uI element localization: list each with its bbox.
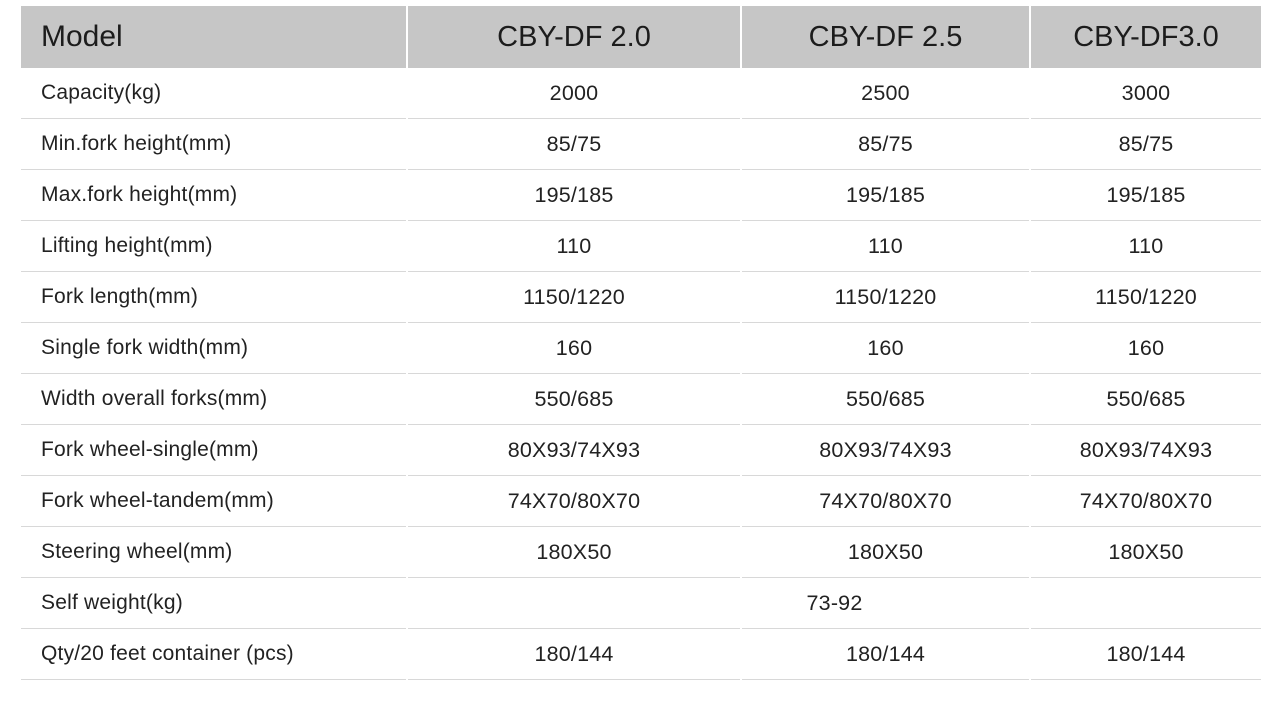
- row-value: 1150/1220: [741, 272, 1030, 323]
- table-row: [21, 629, 1261, 680]
- row-value: 180X50: [407, 527, 741, 578]
- row-value: 180X50: [741, 527, 1030, 578]
- table-row: [21, 527, 1261, 578]
- row-value: 74X70/80X70: [407, 476, 741, 527]
- row-value: 85/75: [1030, 119, 1261, 170]
- row-value: 80X93/74X93: [1030, 425, 1261, 476]
- row-value: 550/685: [407, 374, 741, 425]
- table-row: [21, 170, 1261, 221]
- row-value: 2500: [741, 68, 1030, 119]
- column-header-model-2: CBY-DF 2.5: [741, 6, 1030, 68]
- table-header: [21, 6, 1261, 68]
- row-value: 80X93/74X93: [741, 425, 1030, 476]
- row-value: 110: [1030, 221, 1261, 272]
- column-header-model: Model: [21, 6, 407, 68]
- table-header-row: [21, 6, 1261, 68]
- row-value: 180/144: [741, 629, 1030, 680]
- row-value: 180X50: [1030, 527, 1261, 578]
- row-label: Fork length(mm): [21, 272, 407, 323]
- row-value: 110: [741, 221, 1030, 272]
- row-value: 74X70/80X70: [1030, 476, 1261, 527]
- row-value: 180/144: [407, 629, 741, 680]
- row-label: Min.fork height(mm): [21, 119, 407, 170]
- row-value: 160: [741, 323, 1030, 374]
- table-body: [21, 68, 1261, 680]
- table-row: [21, 119, 1261, 170]
- row-value: 85/75: [741, 119, 1030, 170]
- row-value: 1150/1220: [1030, 272, 1261, 323]
- row-value: 550/685: [1030, 374, 1261, 425]
- row-value: 74X70/80X70: [741, 476, 1030, 527]
- row-label: Qty/20 feet container (pcs): [21, 629, 407, 680]
- table-row: [21, 221, 1261, 272]
- row-label: Steering wheel(mm): [21, 527, 407, 578]
- row-value: 160: [407, 323, 741, 374]
- specification-table: [21, 6, 1261, 680]
- table-row: [21, 374, 1261, 425]
- table-row: [21, 578, 1261, 629]
- row-value: 550/685: [741, 374, 1030, 425]
- row-label: Fork wheel-tandem(mm): [21, 476, 407, 527]
- column-header-model-3: CBY-DF3.0: [1030, 6, 1261, 68]
- row-value: 85/75: [407, 119, 741, 170]
- row-value: 110: [407, 221, 741, 272]
- row-label: Capacity(kg): [21, 68, 407, 119]
- row-value: 195/185: [741, 170, 1030, 221]
- row-value: 160: [1030, 323, 1261, 374]
- row-value: 195/185: [1030, 170, 1261, 221]
- table-row: [21, 68, 1261, 119]
- row-value: 3000: [1030, 68, 1261, 119]
- table-row: [21, 272, 1261, 323]
- row-label: Max.fork height(mm): [21, 170, 407, 221]
- row-value: 1150/1220: [407, 272, 741, 323]
- row-value: 195/185: [407, 170, 741, 221]
- row-label: Single fork width(mm): [21, 323, 407, 374]
- row-value: 180/144: [1030, 629, 1261, 680]
- row-value: 80X93/74X93: [407, 425, 741, 476]
- table-row: [21, 425, 1261, 476]
- row-label: Fork wheel-single(mm): [21, 425, 407, 476]
- row-value: 2000: [407, 68, 741, 119]
- table-row: [21, 323, 1261, 374]
- row-label: Width overall forks(mm): [21, 374, 407, 425]
- row-label: Self weight(kg): [21, 578, 407, 629]
- row-value-merged: 73-92: [407, 578, 1261, 629]
- column-header-model-1: CBY-DF 2.0: [407, 6, 741, 68]
- table-row: [21, 476, 1261, 527]
- row-label: Lifting height(mm): [21, 221, 407, 272]
